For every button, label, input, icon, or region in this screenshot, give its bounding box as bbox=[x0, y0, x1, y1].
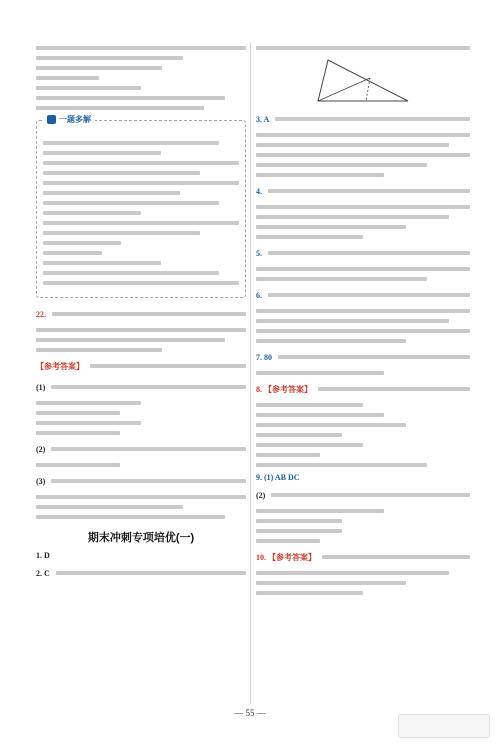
text-line bbox=[271, 493, 470, 497]
answer-row bbox=[36, 565, 246, 581]
text-line bbox=[256, 225, 406, 229]
text-line bbox=[278, 355, 470, 359]
answer-label: 【参考答案】 bbox=[36, 361, 84, 371]
question-number: 22. bbox=[36, 309, 46, 319]
answer-row bbox=[256, 245, 470, 261]
column-divider bbox=[250, 42, 251, 704]
answer-number: 2. C bbox=[36, 568, 50, 578]
text-line bbox=[36, 76, 99, 80]
box-title-text: 一题多解 bbox=[59, 115, 91, 124]
text-line bbox=[256, 319, 449, 323]
text-line bbox=[256, 529, 342, 533]
text-line bbox=[256, 371, 384, 375]
answer-number: 10. 【参考答案】 bbox=[256, 552, 316, 562]
text-line bbox=[56, 571, 246, 575]
text-line bbox=[256, 133, 470, 137]
text-line bbox=[36, 401, 141, 405]
text-line bbox=[36, 328, 246, 332]
part-label: (2) bbox=[256, 490, 266, 500]
part-label: (1) bbox=[36, 382, 46, 392]
angle-bisector-line bbox=[318, 78, 370, 101]
text-line bbox=[256, 463, 427, 467]
left-column bbox=[36, 40, 246, 586]
answer-row bbox=[256, 349, 470, 365]
answer-number: 4. bbox=[256, 186, 262, 196]
text-line bbox=[43, 241, 121, 245]
text-line bbox=[256, 143, 449, 147]
text-line bbox=[256, 277, 427, 281]
answer-row bbox=[256, 287, 470, 303]
text-line bbox=[36, 411, 120, 415]
page-number: — 55 — bbox=[234, 708, 266, 718]
solution-badge-icon bbox=[47, 115, 56, 124]
text-line bbox=[256, 519, 342, 523]
answer-row bbox=[36, 551, 246, 560]
text-line bbox=[256, 173, 384, 177]
text-line bbox=[51, 385, 246, 389]
part-label: (2) bbox=[36, 444, 46, 454]
text-line bbox=[256, 509, 384, 513]
part-label: (3) bbox=[36, 476, 46, 486]
text-line bbox=[256, 205, 470, 209]
answer-number: 5. bbox=[256, 248, 262, 258]
section-heading: 期末冲刺专项培优(一) bbox=[87, 532, 195, 544]
answer-number: 9. (1) AB DC bbox=[256, 473, 300, 482]
text-line bbox=[318, 387, 470, 391]
text-line bbox=[256, 163, 427, 167]
text-line bbox=[256, 423, 406, 427]
text-line bbox=[43, 161, 239, 165]
text-line bbox=[36, 421, 141, 425]
text-line bbox=[43, 281, 239, 285]
text-line bbox=[36, 431, 120, 435]
text-line bbox=[43, 151, 161, 155]
text-line bbox=[36, 338, 225, 342]
answer-number: 3. A bbox=[256, 114, 270, 124]
answer-row bbox=[256, 183, 470, 199]
answer-row bbox=[256, 111, 470, 127]
text-line bbox=[268, 293, 470, 297]
text-line bbox=[256, 339, 406, 343]
text-line bbox=[43, 201, 219, 205]
text-line bbox=[256, 153, 470, 157]
answer-heading bbox=[36, 358, 246, 374]
text-line bbox=[256, 571, 449, 575]
text-line bbox=[256, 403, 363, 407]
text-line bbox=[36, 463, 120, 467]
text-line bbox=[43, 191, 180, 195]
text-line bbox=[268, 189, 470, 193]
answer-row bbox=[256, 473, 470, 482]
text-line bbox=[256, 309, 470, 313]
text-line bbox=[36, 495, 246, 499]
text-line bbox=[256, 215, 449, 219]
text-line bbox=[36, 505, 183, 509]
watermark-logo bbox=[398, 714, 490, 738]
question-22 bbox=[36, 306, 246, 322]
part-row bbox=[36, 473, 246, 489]
text-line bbox=[256, 46, 470, 50]
text-line bbox=[36, 106, 204, 110]
text-line bbox=[256, 539, 320, 543]
right-column bbox=[256, 40, 470, 601]
text-line bbox=[256, 329, 470, 333]
text-line bbox=[43, 261, 161, 265]
text-line bbox=[256, 581, 406, 585]
text-line bbox=[43, 221, 239, 225]
text-line bbox=[52, 312, 246, 316]
text-line bbox=[36, 348, 162, 352]
triangle-figure bbox=[308, 56, 418, 106]
text-line bbox=[43, 211, 141, 215]
text-line bbox=[256, 453, 320, 457]
answer-number: 6. bbox=[256, 290, 262, 300]
text-line bbox=[51, 479, 246, 483]
part-row bbox=[256, 487, 470, 503]
text-line bbox=[43, 251, 102, 255]
text-line bbox=[51, 447, 246, 451]
text-line bbox=[256, 267, 470, 271]
part-row bbox=[36, 441, 246, 457]
text-line bbox=[256, 235, 363, 239]
answer-number: 8. 【参考答案】 bbox=[256, 384, 312, 394]
text-line bbox=[268, 251, 470, 255]
text-line bbox=[322, 555, 470, 559]
text-line bbox=[43, 171, 200, 175]
text-line bbox=[36, 56, 183, 60]
text-line bbox=[43, 231, 200, 235]
text-line bbox=[256, 443, 363, 447]
text-line bbox=[36, 96, 225, 100]
text-line bbox=[43, 271, 219, 275]
text-line bbox=[36, 46, 246, 50]
answer-number: 7. 80 bbox=[256, 352, 272, 362]
text-line bbox=[90, 364, 246, 368]
text-line bbox=[275, 117, 470, 121]
text-line bbox=[36, 515, 225, 519]
text-line bbox=[256, 591, 363, 595]
text-line bbox=[43, 141, 219, 145]
text-line bbox=[256, 433, 342, 437]
text-line bbox=[36, 86, 141, 90]
answer-row bbox=[256, 381, 470, 397]
box-title bbox=[43, 114, 95, 125]
answer-number: 1. D bbox=[36, 551, 50, 560]
text-line bbox=[36, 66, 162, 70]
alternative-solution-box bbox=[36, 115, 246, 298]
part-row bbox=[36, 379, 246, 395]
text-line bbox=[43, 181, 239, 185]
answer-row bbox=[256, 549, 470, 565]
text-line bbox=[256, 413, 384, 417]
